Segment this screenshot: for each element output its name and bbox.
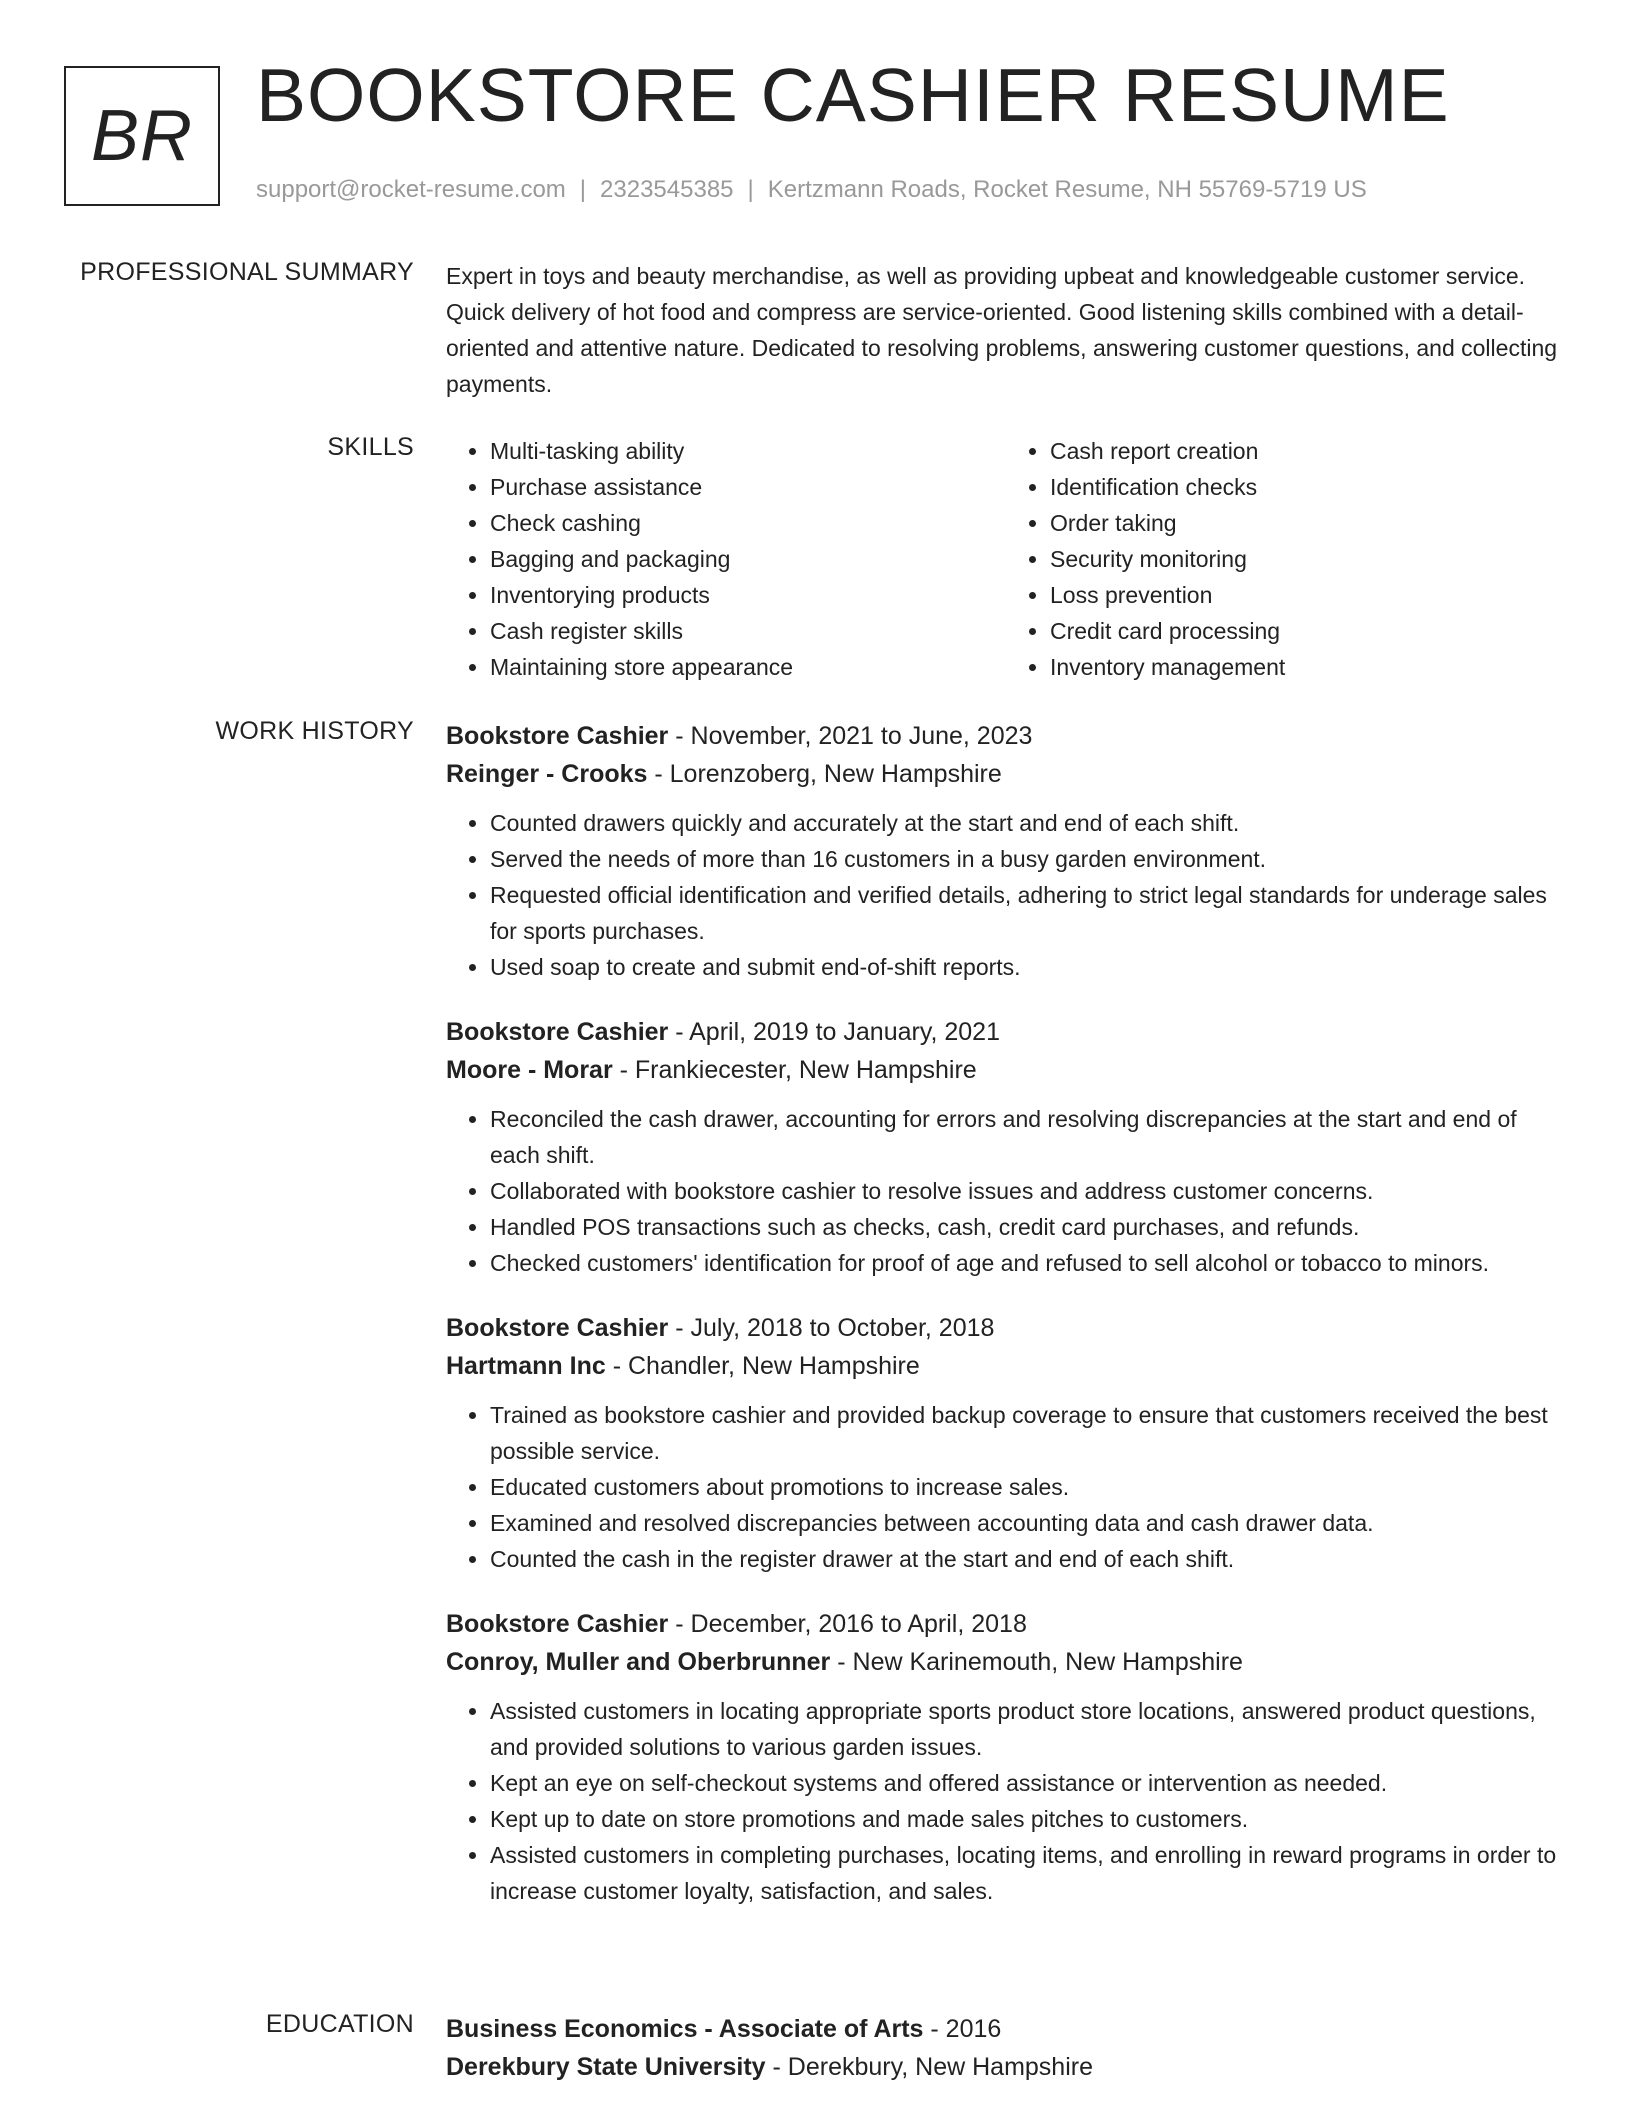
skill-item: • Identification checks bbox=[1050, 469, 1566, 505]
job-company-line bbox=[446, 1051, 1566, 1089]
skills-list-right bbox=[1006, 433, 1566, 685]
job-title: Bookstore Cashier bbox=[446, 1610, 669, 1638]
education-year: - 2016 bbox=[923, 2015, 1002, 2043]
job-company-line bbox=[446, 755, 1566, 793]
contact-phone: 2323545385 bbox=[600, 176, 734, 203]
monogram-box bbox=[64, 66, 220, 206]
job-title-line bbox=[446, 1013, 1566, 1051]
contact-line bbox=[256, 176, 1367, 204]
job-bullet: • Educated customers about promotions to increase sales. bbox=[490, 1469, 1566, 1505]
job-title: Bookstore Cashier bbox=[446, 1018, 669, 1046]
job-entry bbox=[446, 1013, 1566, 1281]
contact-email: support@rocket-resume.com bbox=[256, 176, 566, 203]
job-bullet: • Counted the cash in the register drawer at the start and end of each shift. bbox=[490, 1541, 1566, 1577]
job-bullet: • Reconciled the cash drawer, accounting for errors and resolving discrepancies at the start and end of each shift. bbox=[490, 1101, 1566, 1173]
job-entry bbox=[446, 1605, 1566, 1909]
skill-item: • Cash report creation bbox=[1050, 433, 1566, 469]
job-company: Conroy, Muller and Oberbrunner bbox=[446, 1648, 831, 1676]
job-location: - Chandler, New Hampshire bbox=[605, 1352, 920, 1380]
initials: BR bbox=[90, 96, 194, 176]
education-location: - Derekbury, New Hampshire bbox=[765, 2053, 1093, 2081]
skill-item: • Cash register skills bbox=[490, 613, 1006, 649]
job-dates: - December, 2016 to April, 2018 bbox=[668, 1610, 1027, 1638]
job-bullet: • Trained as bookstore cashier and provided backup coverage to ensure that customers received the best possible service. bbox=[490, 1397, 1566, 1469]
resume-title: BOOKSTORE CASHIER RESUME bbox=[256, 53, 1450, 137]
job-bullets bbox=[446, 1397, 1566, 1577]
skill-item: • Bagging and packaging bbox=[490, 541, 1006, 577]
job-bullet: • Used soap to create and submit end-of-shift reports. bbox=[490, 949, 1566, 985]
job-bullet: • Assisted customers in completing purchases, locating items, and enrolling in reward programs in order to increase customer loyalty, satisfaction, and sales. bbox=[490, 1837, 1566, 1909]
job-bullets bbox=[446, 805, 1566, 985]
job-bullet: • Kept an eye on self-checkout systems and offered assistance or intervention as needed. bbox=[490, 1765, 1566, 1801]
skill-item: • Inventorying products bbox=[490, 577, 1006, 613]
job-dates: - April, 2019 to January, 2021 bbox=[668, 1018, 1000, 1046]
job-bullet: • Assisted customers in locating appropriate sports product store locations, answered product questions, and provided solutions to various garden issues. bbox=[490, 1693, 1566, 1765]
job-company: Reinger - Crooks bbox=[446, 760, 648, 788]
job-title-line bbox=[446, 1605, 1566, 1643]
education-school-line bbox=[446, 2048, 1566, 2086]
job-bullet: • Examined and resolved discrepancies between accounting data and cash drawer data. bbox=[490, 1505, 1566, 1541]
job-bullet: • Handled POS transactions such as checks, cash, credit card purchases, and refunds. bbox=[490, 1209, 1566, 1245]
job-bullet: • Served the needs of more than 16 customers in a busy garden environment. bbox=[490, 841, 1566, 877]
section-label-work: WORK HISTORY bbox=[215, 717, 414, 745]
skill-item: • Credit card processing bbox=[1050, 613, 1566, 649]
skill-item: • Loss prevention bbox=[1050, 577, 1566, 613]
skills-list-left bbox=[446, 433, 1006, 685]
job-bullets bbox=[446, 1101, 1566, 1281]
job-dates: - July, 2018 to October, 2018 bbox=[668, 1314, 995, 1342]
job-entry bbox=[446, 717, 1566, 985]
education-degree: Business Economics - Associate of Arts bbox=[446, 2015, 924, 2043]
section-label-skills: SKILLS bbox=[327, 433, 414, 461]
education-school: Derekbury State University bbox=[446, 2053, 766, 2081]
section-label-education: EDUCATION bbox=[265, 2010, 414, 2038]
job-bullets bbox=[446, 1693, 1566, 1909]
job-location: - Frankiecester, New Hampshire bbox=[612, 1056, 977, 1084]
skill-item: • Order taking bbox=[1050, 505, 1566, 541]
skill-item: • Inventory management bbox=[1050, 649, 1566, 685]
skill-item: • Security monitoring bbox=[1050, 541, 1566, 577]
skill-item: • Purchase assistance bbox=[490, 469, 1006, 505]
job-dates: - November, 2021 to June, 2023 bbox=[668, 722, 1033, 750]
job-bullet: • Counted drawers quickly and accurately at the start and end of each shift. bbox=[490, 805, 1566, 841]
skill-item: • Multi-tasking ability bbox=[490, 433, 1006, 469]
summary-text: Expert in toys and beauty merchandise, as well as providing upbeat and knowledgeable customer service. Quick delivery of hot food and compress are service-oriented. Good listening skills combined with a detail-oriented and attentive nature. Dedicated to resolving problems, answering customer questions, and collecting payments. bbox=[446, 263, 1558, 397]
job-bullet: • Kept up to date on store promotions and made sales pitches to customers. bbox=[490, 1801, 1566, 1837]
job-location: - Lorenzoberg, New Hampshire bbox=[647, 760, 1002, 788]
skill-item: • Check cashing bbox=[490, 505, 1006, 541]
job-entry bbox=[446, 1309, 1566, 1577]
contact-address: Kertzmann Roads, Rocket Resume, NH 55769-5719 US bbox=[767, 176, 1367, 203]
job-bullet: • Collaborated with bookstore cashier to resolve issues and address customer concerns. bbox=[490, 1173, 1566, 1209]
job-company: Moore - Morar bbox=[446, 1056, 613, 1084]
job-bullet: • Checked customers' identification for proof of age and refused to sell alcohol or tobacco to minors. bbox=[490, 1245, 1566, 1281]
skill-item: • Maintaining store appearance bbox=[490, 649, 1006, 685]
job-company-line bbox=[446, 1643, 1566, 1681]
job-title-line bbox=[446, 1309, 1566, 1347]
job-company: Hartmann Inc bbox=[446, 1352, 606, 1380]
job-title: Bookstore Cashier bbox=[446, 1314, 669, 1342]
contact-separator: | bbox=[747, 176, 754, 203]
education-degree-line bbox=[446, 2010, 1566, 2048]
job-title-line bbox=[446, 717, 1566, 755]
contact-separator: | bbox=[579, 176, 587, 203]
section-label-summary: PROFESSIONAL SUMMARY bbox=[80, 258, 414, 286]
job-location: - New Karinemouth, New Hampshire bbox=[830, 1648, 1243, 1676]
job-company-line bbox=[446, 1347, 1566, 1385]
job-title: Bookstore Cashier bbox=[446, 722, 669, 750]
job-bullet: • Requested official identification and verified details, adhering to strict legal standards for underage sales for sports purchases. bbox=[490, 877, 1566, 949]
